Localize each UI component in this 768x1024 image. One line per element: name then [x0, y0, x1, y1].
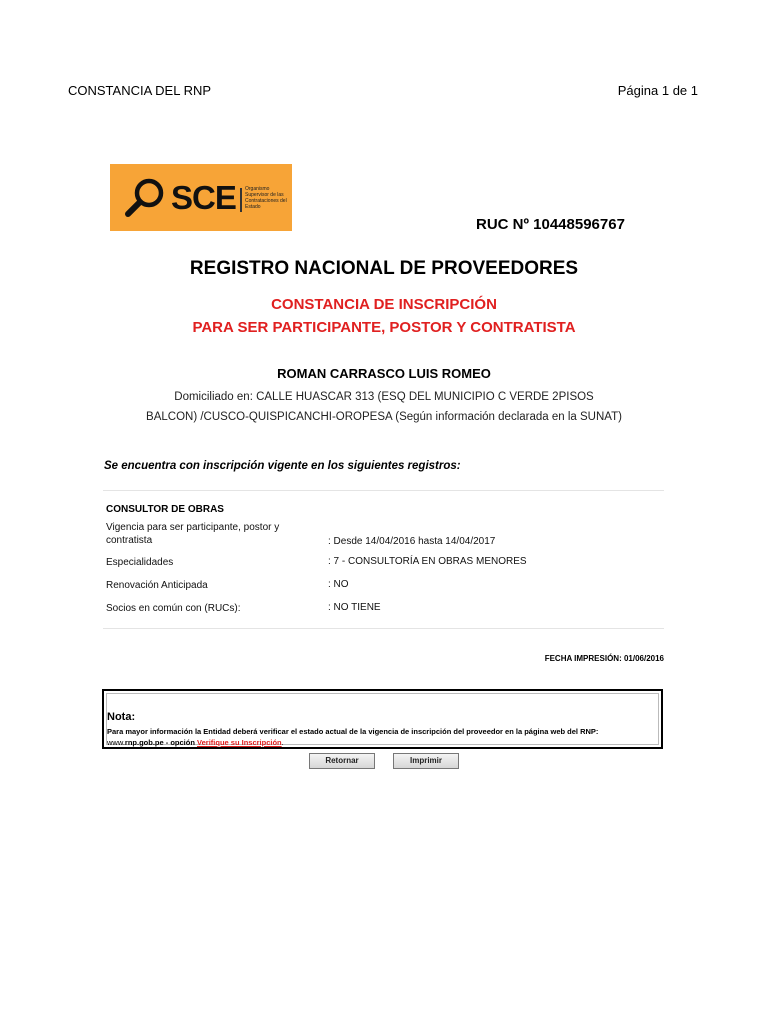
label-socios: Socios en común con (RUCs): [106, 603, 241, 614]
address-line-2: BALCON) /CUSCO-QUISPICANCHI-OROPESA (Según información declarada en la SUNAT) [146, 411, 622, 423]
return-button[interactable]: Retornar [309, 753, 375, 769]
provider-name: ROMAN CARRASCO LUIS ROMEO [277, 366, 491, 381]
header-page-number: Página 1 de 1 [617, 83, 698, 98]
value-especialidades: : 7 - CONSULTORÍA EN OBRAS MENORES [328, 556, 527, 567]
note-url-prefix: www. [107, 738, 125, 747]
value-socios: : NO TIENE [328, 602, 381, 613]
note-url-domain: rnp.gob.pe - opción [124, 738, 195, 747]
ruc-number: RUC Nº 10448596767 [476, 216, 625, 233]
page-title: REGISTRO NACIONAL DE PROVEEDORES [189, 258, 579, 279]
magnifier-icon [122, 177, 168, 219]
address-line-1: Domiciliado en: CALLE HUASCAR 313 (ESQ DEL MUNICIPIO C VERDE 2PISOS [174, 391, 594, 403]
divider [103, 490, 664, 491]
logo-divider [240, 188, 242, 212]
value-renovacion: : NO [328, 579, 349, 590]
subtitle-constancia: CONSTANCIA DE INSCRIPCIÓN [271, 296, 497, 313]
logo-subtitle: Organismo Supervisor de las Contrataciones del Estado [245, 186, 287, 210]
note-text: Para mayor información la Entidad deberá verificar el estado actual de la vigencia de inscripción del proveedor en la página web del RNP: [107, 727, 599, 736]
label-vigencia: Vigencia para ser participante, postor y contratista [106, 522, 280, 546]
registry-intro: Se encuentra con inscripción vigente en los siguientes registros: [104, 460, 461, 472]
verify-inscription-link[interactable]: Verifique su Inscripción [197, 738, 282, 747]
note-url-suffix: . [281, 738, 284, 747]
osce-logo [110, 164, 292, 231]
label-renovacion: Renovación Anticipada [106, 580, 208, 591]
subtitle-participante: PARA SER PARTICIPANTE, POSTOR Y CONTRATISTA [192, 319, 576, 336]
header-document-title: CONSTANCIA DEL RNP [68, 83, 212, 98]
label-especialidades: Especialidades [106, 557, 174, 568]
note-title: Nota: [107, 711, 136, 723]
print-button[interactable]: Imprimir [393, 753, 459, 769]
registry-section-title: CONSULTOR DE OBRAS [106, 504, 224, 515]
divider [103, 628, 664, 629]
print-date: FECHA IMPRESIÓN: 01/06/2016 [544, 654, 664, 663]
logo-text: SCE [171, 179, 236, 216]
note-url-line [107, 738, 284, 747]
value-vigencia: : Desde 14/04/2016 hasta 14/04/2017 [328, 536, 496, 547]
